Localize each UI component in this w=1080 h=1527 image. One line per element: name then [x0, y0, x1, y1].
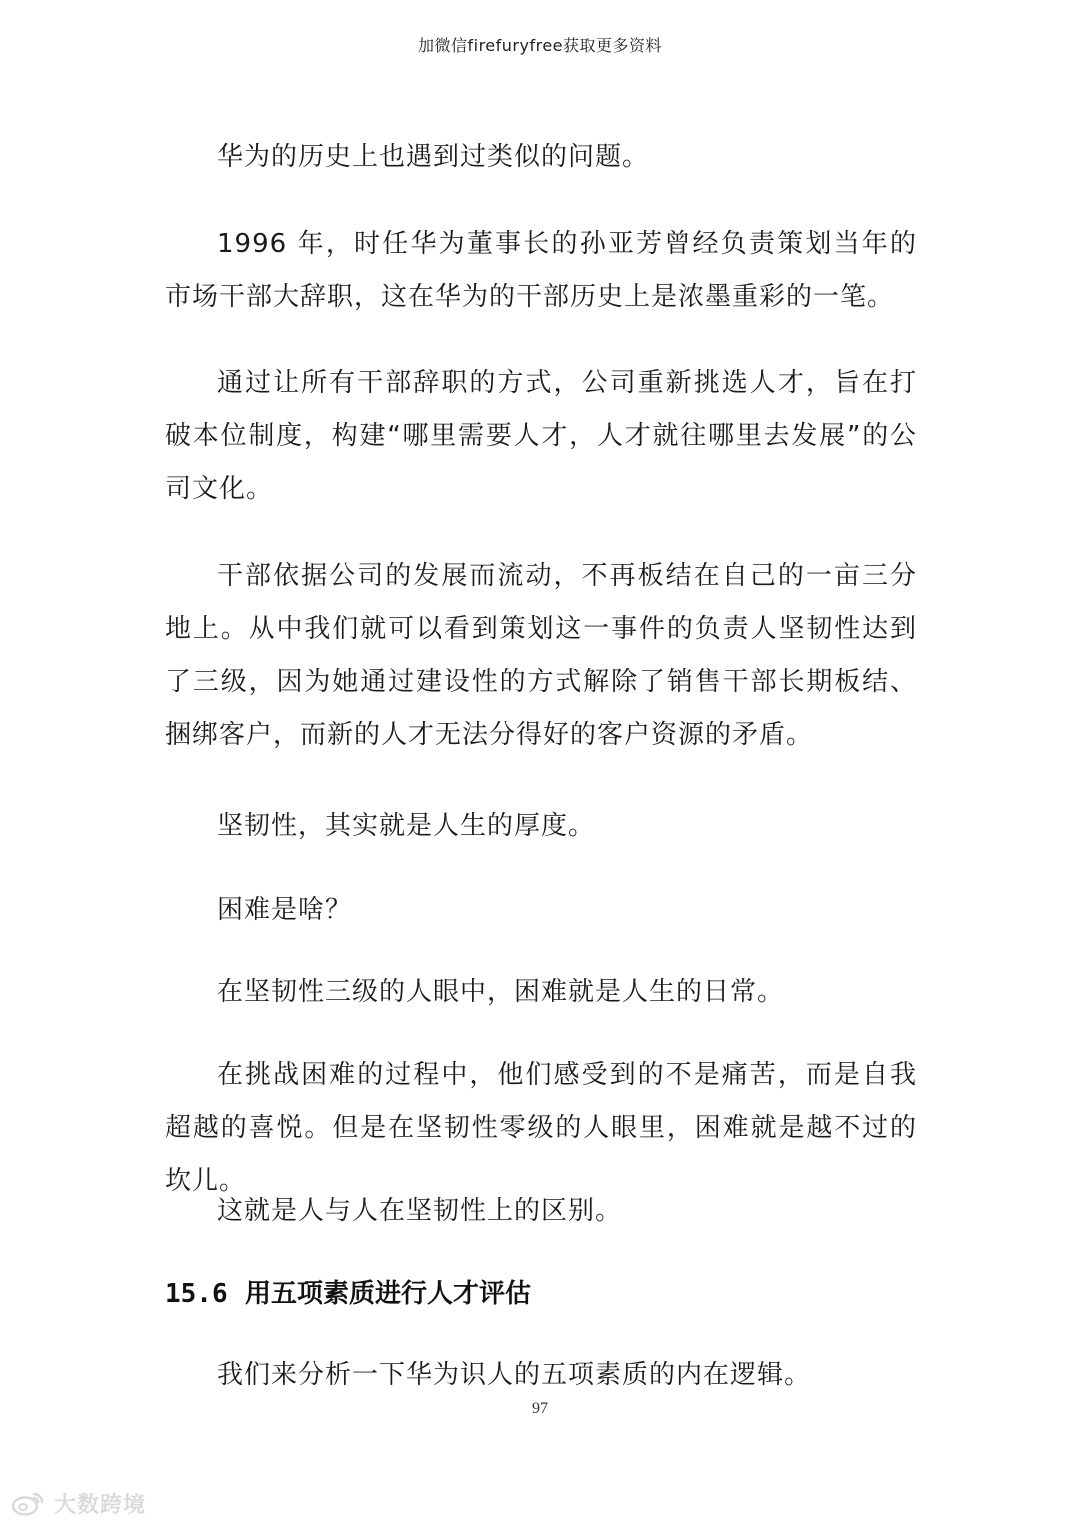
- section-title: 用五项素质进行人才评估: [245, 1279, 532, 1309]
- paragraph-6: 困难是啥？: [217, 895, 353, 925]
- paragraph-8: 在挑战困难的过程中，他们感受到的不是痛苦，而是自我超越的喜悦。但是在坚韧性零级的人眼里，困难就是越不过的坎儿。: [165, 1060, 917, 1196]
- paragraph-5: 坚韧性，其实就是人生的厚度。: [217, 811, 596, 841]
- watermark: [10, 1488, 146, 1518]
- watermark-text: 大数跨境: [54, 1492, 147, 1518]
- paragraph-9: 这就是人与人在坚韧性上的区别。: [217, 1196, 623, 1226]
- paragraph-2: 1996 年，时任华为董事长的孙亚芳曾经负责策划当年的市场干部大辞职，这在华为的干部历史上是浓墨重彩的一笔。: [165, 229, 917, 312]
- paragraph-1: 华为的历史上也遇到过类似的问题。: [217, 142, 650, 172]
- paragraph-3: 通过让所有干部辞职的方式，公司重新挑选人才，旨在打破本位制度，构建“哪里需要人才，人才就往哪里去发展”的公司文化。: [165, 368, 917, 504]
- closing-paragraph: 我们来分析一下华为识人的五项素质的内在逻辑。: [217, 1360, 812, 1390]
- paragraph-7: 在坚韧性三级的人眼中，困难就是人生的日常。: [217, 977, 785, 1007]
- paragraph-4: 干部依据公司的发展而流动，不再板结在自己的一亩三分地上。从中我们就可以看到策划这一事件的负责人坚韧性达到了三级，因为她通过建设性的方式解除了销售干部长期板结、捆绑客户，而新的人才无法分得好的客户资源的矛盾。: [165, 561, 917, 750]
- section-number: 15.6: [165, 1279, 228, 1309]
- weibo-logo-icon: [10, 1489, 46, 1517]
- section-heading: [165, 1270, 531, 1318]
- header-note: 加微信firefuryfree获取更多资料: [417, 36, 663, 55]
- page-number: 97: [532, 1400, 548, 1417]
